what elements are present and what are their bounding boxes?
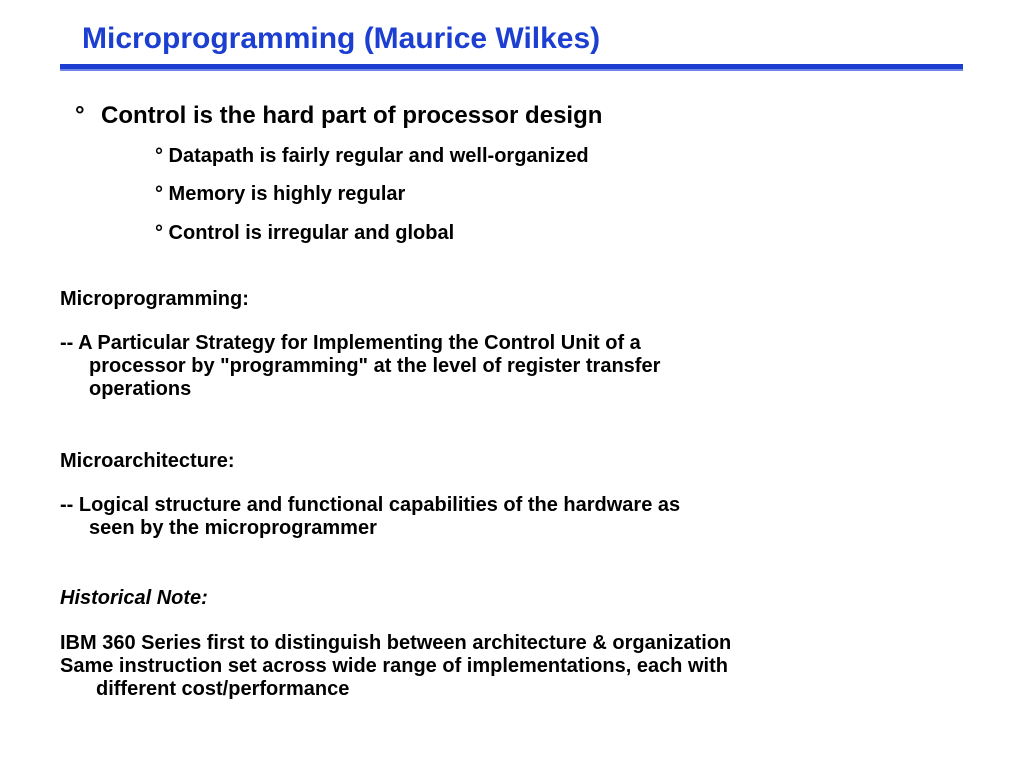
slide-title: Microprogramming (Maurice Wilkes) bbox=[82, 22, 601, 55]
main-bullet bbox=[75, 102, 602, 130]
historical-note-text bbox=[60, 632, 731, 701]
definition-line: processor by "programming" at the level of register transfer bbox=[89, 355, 661, 377]
definition-line: -- Logical structure and functional capabilities of the hardware as bbox=[60, 494, 681, 516]
title-underline bbox=[60, 64, 963, 71]
sub-bullet-datapath: ° Datapath is fairly regular and well-organized bbox=[155, 145, 589, 167]
note-line: Same instruction set across wide range of implementations, each with bbox=[60, 655, 728, 677]
historical-note-heading: Historical Note: bbox=[60, 587, 208, 609]
sub-bullet-memory: ° Memory is highly regular bbox=[155, 183, 406, 205]
microprogramming-heading: Microprogramming: bbox=[60, 288, 249, 310]
note-line: different cost/performance bbox=[96, 678, 350, 700]
definition-line: -- A Particular Strategy for Implementing the Control Unit of a bbox=[60, 332, 641, 354]
definition-line: operations bbox=[89, 378, 192, 400]
bullet-mark: ° bbox=[75, 102, 85, 129]
microarchitecture-definition bbox=[60, 494, 680, 540]
microarchitecture-heading: Microarchitecture: bbox=[60, 450, 235, 472]
note-line: IBM 360 Series first to distinguish between architecture & organization bbox=[60, 632, 732, 654]
microprogramming-definition bbox=[60, 332, 660, 401]
sub-bullet-control: ° Control is irregular and global bbox=[155, 222, 455, 244]
main-bullet-text: Control is the hard part of processor design bbox=[101, 102, 603, 129]
definition-line: seen by the microprogrammer bbox=[89, 517, 377, 539]
